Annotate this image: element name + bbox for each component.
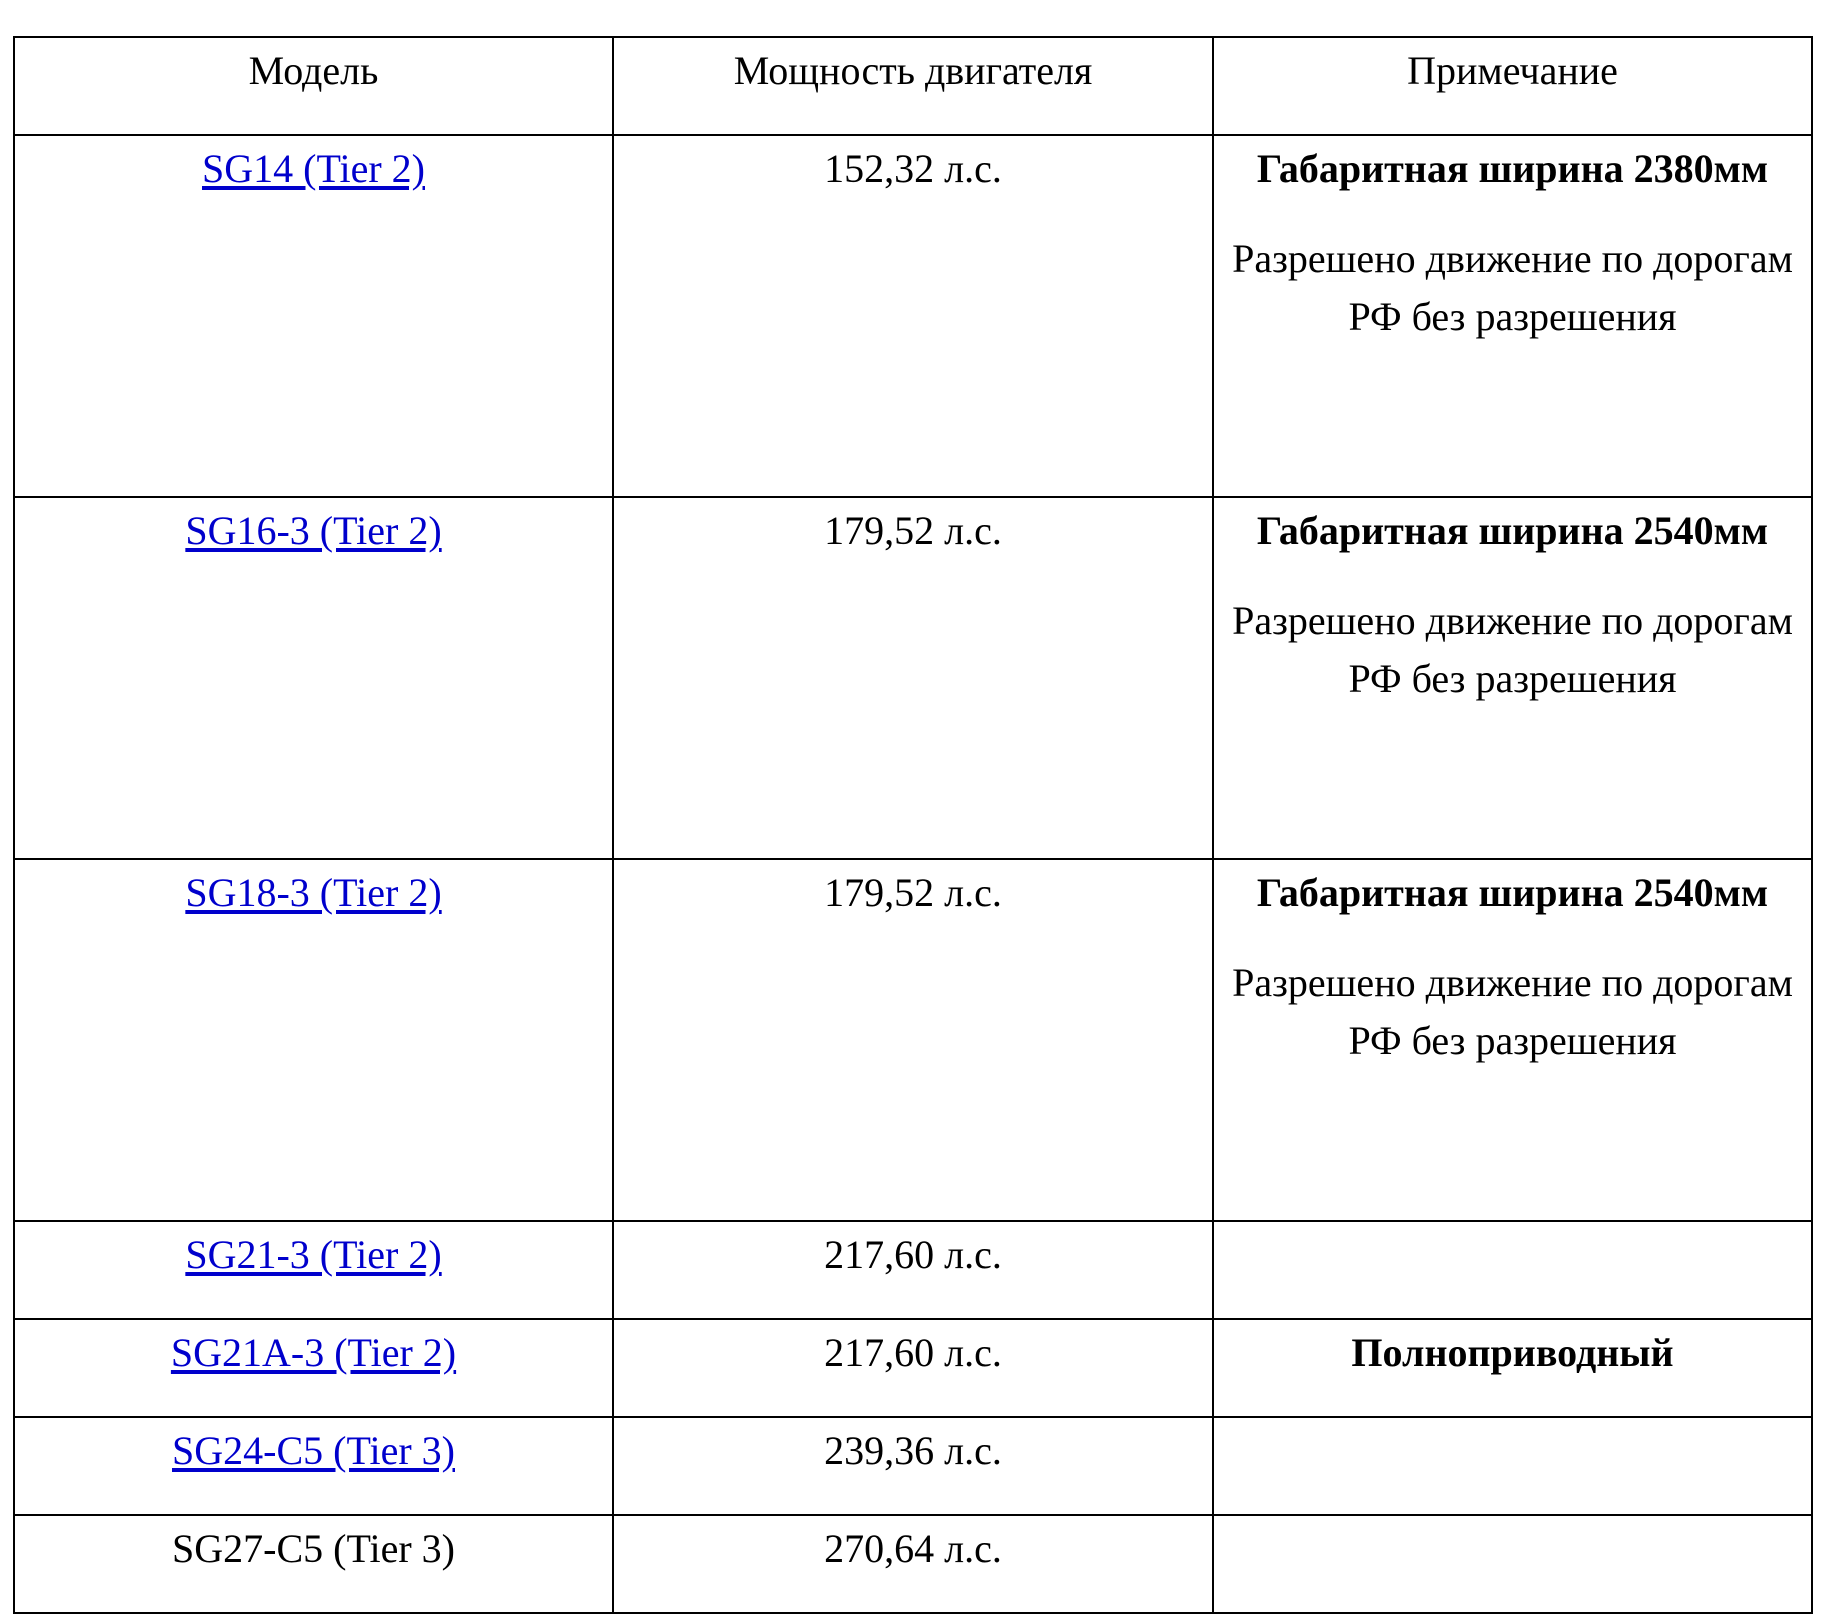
header-note: Примечание bbox=[1213, 37, 1812, 135]
table-row bbox=[14, 1417, 1812, 1515]
model-link-sg18-3[interactable]: SG18-3 (Tier 2) bbox=[185, 870, 442, 915]
note-road-permission: Разрешено движение по дорогам РФ без разрешения bbox=[1232, 960, 1793, 1063]
table-row bbox=[14, 497, 1812, 859]
model-link-sg24-c5[interactable]: SG24-C5 (Tier 3) bbox=[172, 1428, 455, 1473]
model-cell bbox=[14, 1319, 613, 1417]
model-name-sg27-c5: SG27-C5 (Tier 3) bbox=[172, 1526, 455, 1571]
note-cell bbox=[1213, 1319, 1812, 1417]
note-width: Габаритная ширина 2540мм bbox=[1256, 870, 1769, 915]
table-row bbox=[14, 1515, 1812, 1613]
table-row bbox=[14, 1221, 1812, 1319]
model-cell bbox=[14, 1515, 613, 1613]
header-model: Модель bbox=[14, 37, 613, 135]
models-table bbox=[13, 36, 1813, 1614]
note-road-permission: Разрешено движение по дорогам РФ без разрешения bbox=[1232, 598, 1793, 701]
power-cell: 239,36 л.с. bbox=[613, 1417, 1213, 1515]
model-cell bbox=[14, 1417, 613, 1515]
table-row bbox=[14, 1319, 1812, 1417]
power-cell: 179,52 л.с. bbox=[613, 497, 1213, 859]
note-cell bbox=[1213, 135, 1812, 497]
note-width: Габаритная ширина 2540мм bbox=[1256, 508, 1769, 553]
model-cell bbox=[14, 859, 613, 1221]
note-all-wheel-drive: Полноприводный bbox=[1351, 1330, 1674, 1375]
model-link-sg21a-3[interactable]: SG21A-3 (Tier 2) bbox=[170, 1330, 457, 1375]
model-cell bbox=[14, 497, 613, 859]
model-cell bbox=[14, 1221, 613, 1319]
table-header-row bbox=[14, 37, 1812, 135]
note-cell bbox=[1213, 859, 1812, 1221]
model-link-sg14[interactable]: SG14 (Tier 2) bbox=[202, 146, 425, 191]
power-cell: 217,60 л.с. bbox=[613, 1221, 1213, 1319]
note-width: Габаритная ширина 2380мм bbox=[1256, 146, 1769, 191]
model-link-sg21-3[interactable]: SG21-3 (Tier 2) bbox=[185, 1232, 442, 1277]
power-cell: 217,60 л.с. bbox=[613, 1319, 1213, 1417]
note-cell bbox=[1213, 1417, 1812, 1515]
note-cell bbox=[1213, 497, 1812, 859]
model-link-sg16-3[interactable]: SG16-3 (Tier 2) bbox=[185, 508, 442, 553]
power-cell: 179,52 л.с. bbox=[613, 859, 1213, 1221]
power-cell: 270,64 л.с. bbox=[613, 1515, 1213, 1613]
note-cell bbox=[1213, 1221, 1812, 1319]
power-cell: 152,32 л.с. bbox=[613, 135, 1213, 497]
note-road-permission: Разрешено движение по дорогам РФ без разрешения bbox=[1232, 236, 1793, 339]
header-engine-power: Мощность двигателя bbox=[613, 37, 1213, 135]
note-cell bbox=[1213, 1515, 1812, 1613]
model-cell bbox=[14, 135, 613, 497]
table-row bbox=[14, 859, 1812, 1221]
table-row bbox=[14, 135, 1812, 497]
